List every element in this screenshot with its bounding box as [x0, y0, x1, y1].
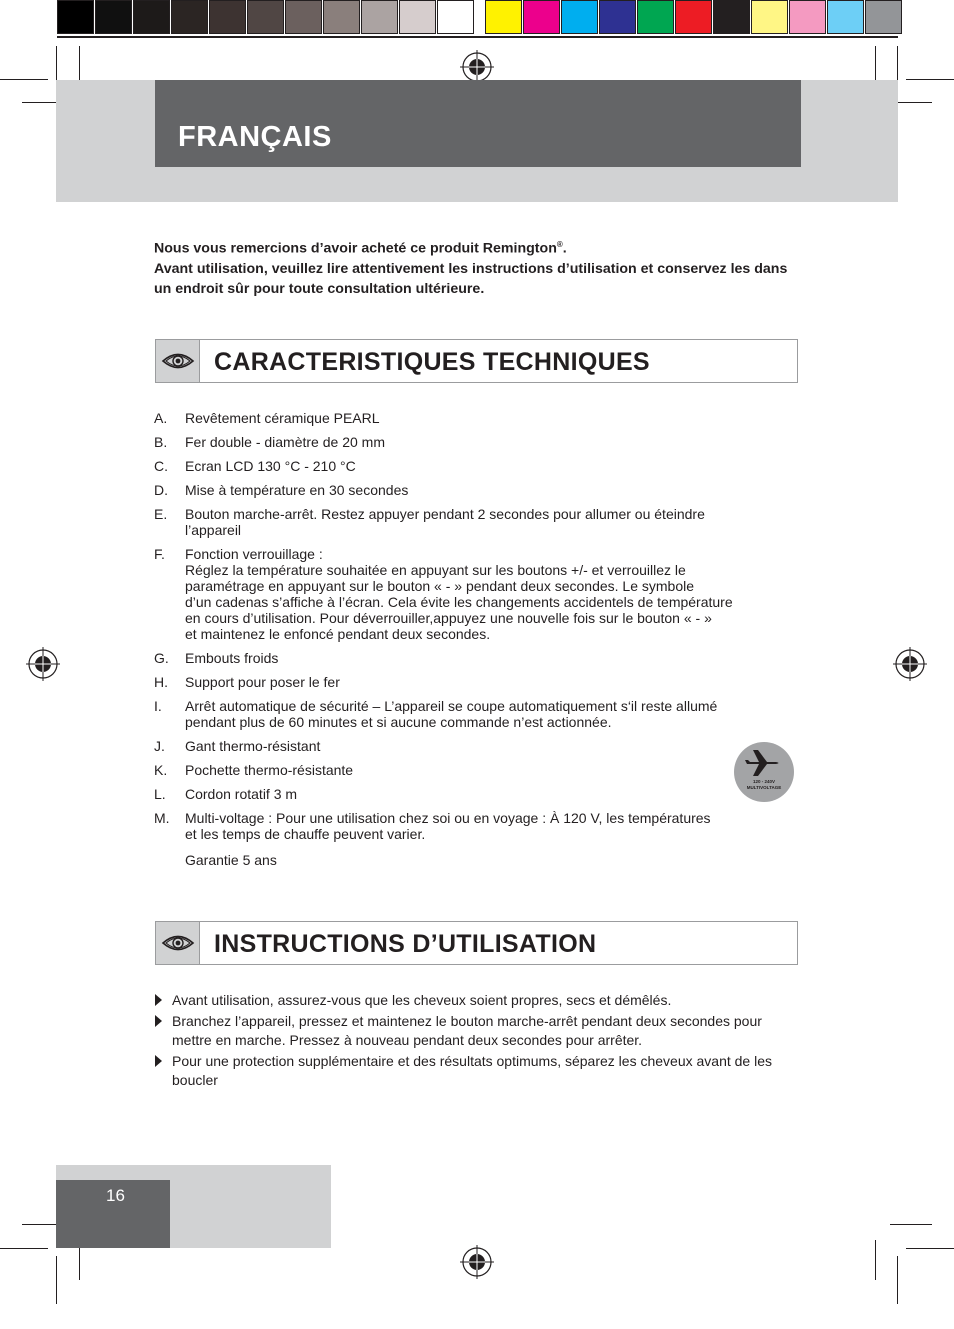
spec-text: Cordon rotatif 3 m: [185, 786, 298, 802]
spec-letter: B.: [154, 434, 168, 450]
instructions-section-title: INSTRUCTIONS D’UTILISATION: [214, 930, 597, 958]
crop-mark: [906, 79, 954, 80]
spec-item: [154, 434, 784, 450]
crop-mark: [56, 1256, 57, 1304]
color-swatch: [789, 0, 826, 34]
spec-item: [154, 810, 784, 842]
spec-item: [154, 482, 784, 498]
crop-mark: [0, 1248, 48, 1249]
spec-text: Embouts froids: [185, 650, 279, 666]
airplane-icon: [745, 748, 783, 778]
spec-letter: J.: [154, 738, 165, 754]
eye-icon-cell: [156, 922, 200, 964]
eye-icon: [161, 932, 195, 954]
color-swatch: [95, 0, 132, 34]
instruction-item: [154, 1012, 784, 1050]
spec-item: [154, 786, 784, 802]
color-swatch: [827, 0, 864, 34]
color-swatch: [285, 0, 322, 34]
color-swatch: [599, 0, 636, 34]
instruction-text: Branchez l’appareil, pressez et maintenez le bouton marche-arrêt pendant deux secondes pour mettre en marche. Pressez à nouveau pendant deux secondes pour arrêter.: [172, 1013, 762, 1048]
crop-mark: [897, 1256, 898, 1304]
spec-text: Bouton marche-arrêt. Restez appuyer pendant 2 secondes pour allumer ou éteindre l’appareil: [185, 506, 705, 538]
color-swatch: [399, 0, 436, 34]
color-swatch: [209, 0, 246, 34]
registration-mark-icon: [26, 647, 60, 681]
spec-text: Revêtement céramique PEARL: [185, 410, 380, 426]
spec-text: Ecran LCD 130 °C - 210 °C: [185, 458, 356, 474]
instruction-item: [154, 1052, 784, 1090]
crop-mark: [875, 1240, 876, 1280]
instruction-text: Pour une protection supplémentaire et des résultats optimums, séparez les cheveux avant de les boucler: [172, 1053, 772, 1088]
color-swatch: [713, 0, 750, 34]
badge-multivoltage-label: MULTIVOLTAGE: [746, 785, 782, 790]
crop-mark: [0, 79, 48, 80]
page-number: 16: [106, 1186, 125, 1205]
spec-item: [154, 650, 784, 666]
instruction-item: [154, 991, 784, 1010]
color-swatches: [57, 0, 903, 38]
warranty-text: Garantie 5 ans: [185, 852, 277, 868]
eye-icon: [161, 350, 195, 372]
spec-letter: D.: [154, 482, 168, 498]
spec-item: [154, 674, 784, 690]
spec-letter: K.: [154, 762, 168, 778]
instruction-text: Avant utilisation, assurez-vous que les cheveux soient propres, secs et démêlés.: [172, 992, 672, 1008]
crop-mark: [906, 1248, 954, 1249]
triangle-bullet-icon: [155, 1015, 162, 1027]
spec-item: [154, 506, 784, 538]
color-swatch: [171, 0, 208, 34]
intro-thanks: Nous vous remercions d’avoir acheté ce produit Remington®.: [154, 240, 567, 257]
spec-text: Fonction verrouillage : Réglez la température souhaitée en appuyant sur les boutons +/- et verrouillez le paramétrage en appuyant sur le bouton « - » pendant deux secondes. Le symbole d’un cadenas s’affiche à l’écran. Cela évite les changements accidentels de température en cours d’utilisation. Pour déverrouiller,appuyez une nouvelle fois sur le bouton « - » et maintenez le enfoncé pendant deux secondes.: [185, 546, 733, 642]
spec-text: Mise à température en 30 secondes: [185, 482, 409, 498]
spec-item: [154, 698, 784, 730]
color-swatch: [485, 0, 522, 34]
specs-list: [154, 410, 784, 850]
badge-voltage-label: 120 - 240V: [752, 779, 776, 784]
specs-section-title: CARACTERISTIQUES TECHNIQUES: [214, 348, 650, 376]
spec-letter: I.: [154, 698, 162, 714]
spec-item: [154, 762, 784, 778]
spec-text: Multi-voltage : Pour une utilisation chez soi ou en voyage : À 120 V, les températures et les temps de chauffe peuvent varier.: [185, 810, 711, 842]
triangle-bullet-icon: [155, 994, 162, 1006]
registration-mark-icon: [460, 50, 494, 84]
intro-advice: Avant utilisation, veuillez lire attentivement les instructions d’utilisation et conservez les dans un endroit sûr pour toute consultation ultérieure.: [154, 260, 788, 297]
swatch-gap: [475, 0, 485, 38]
spec-item: [154, 410, 784, 426]
spec-text: Gant thermo-résistant: [185, 738, 321, 754]
spec-letter: G.: [154, 650, 169, 666]
spec-text: Support pour poser le fer: [185, 674, 340, 690]
spec-letter: M.: [154, 810, 170, 826]
spec-item: [154, 738, 784, 754]
eye-icon-cell: [156, 340, 200, 382]
color-swatch: [751, 0, 788, 34]
spec-item: [154, 546, 784, 642]
color-swatch: [133, 0, 170, 34]
spec-text: Fer double - diamètre de 20 mm: [185, 434, 385, 450]
spec-item: [154, 458, 784, 474]
spec-letter: H.: [154, 674, 168, 690]
color-swatch: [675, 0, 712, 34]
color-swatch: [637, 0, 674, 34]
color-swatch: [561, 0, 598, 34]
spec-letter: E.: [154, 506, 168, 522]
crop-mark: [890, 1224, 932, 1225]
specs-section-header: [155, 339, 798, 383]
color-swatch: [523, 0, 560, 34]
triangle-bullet-icon: [155, 1055, 162, 1067]
intro-text: [154, 235, 794, 299]
color-swatch: [247, 0, 284, 34]
spec-text: Pochette thermo-résistante: [185, 762, 354, 778]
spec-text: Arrêt automatique de sécurité – L’appareil se coupe automatiquement s‘il reste allumé pendant plus de 60 minutes et si aucune commande n’est actionnée.: [185, 698, 718, 730]
page-title: FRANÇAIS: [178, 121, 332, 153]
color-swatch: [437, 0, 474, 34]
spec-letter: F.: [154, 546, 165, 562]
instructions-list: [154, 991, 784, 1092]
instructions-section-header: [155, 921, 798, 965]
registration-mark-icon: [460, 1245, 494, 1279]
spec-letter: A.: [154, 410, 168, 426]
spec-letter: C.: [154, 458, 168, 474]
multivoltage-badge: [734, 742, 794, 802]
color-swatch: [323, 0, 360, 34]
color-swatch: [865, 0, 902, 34]
color-swatch: [57, 0, 94, 34]
spec-letter: L.: [154, 786, 166, 802]
color-swatch: [361, 0, 398, 34]
registration-mark-icon: [893, 647, 927, 681]
